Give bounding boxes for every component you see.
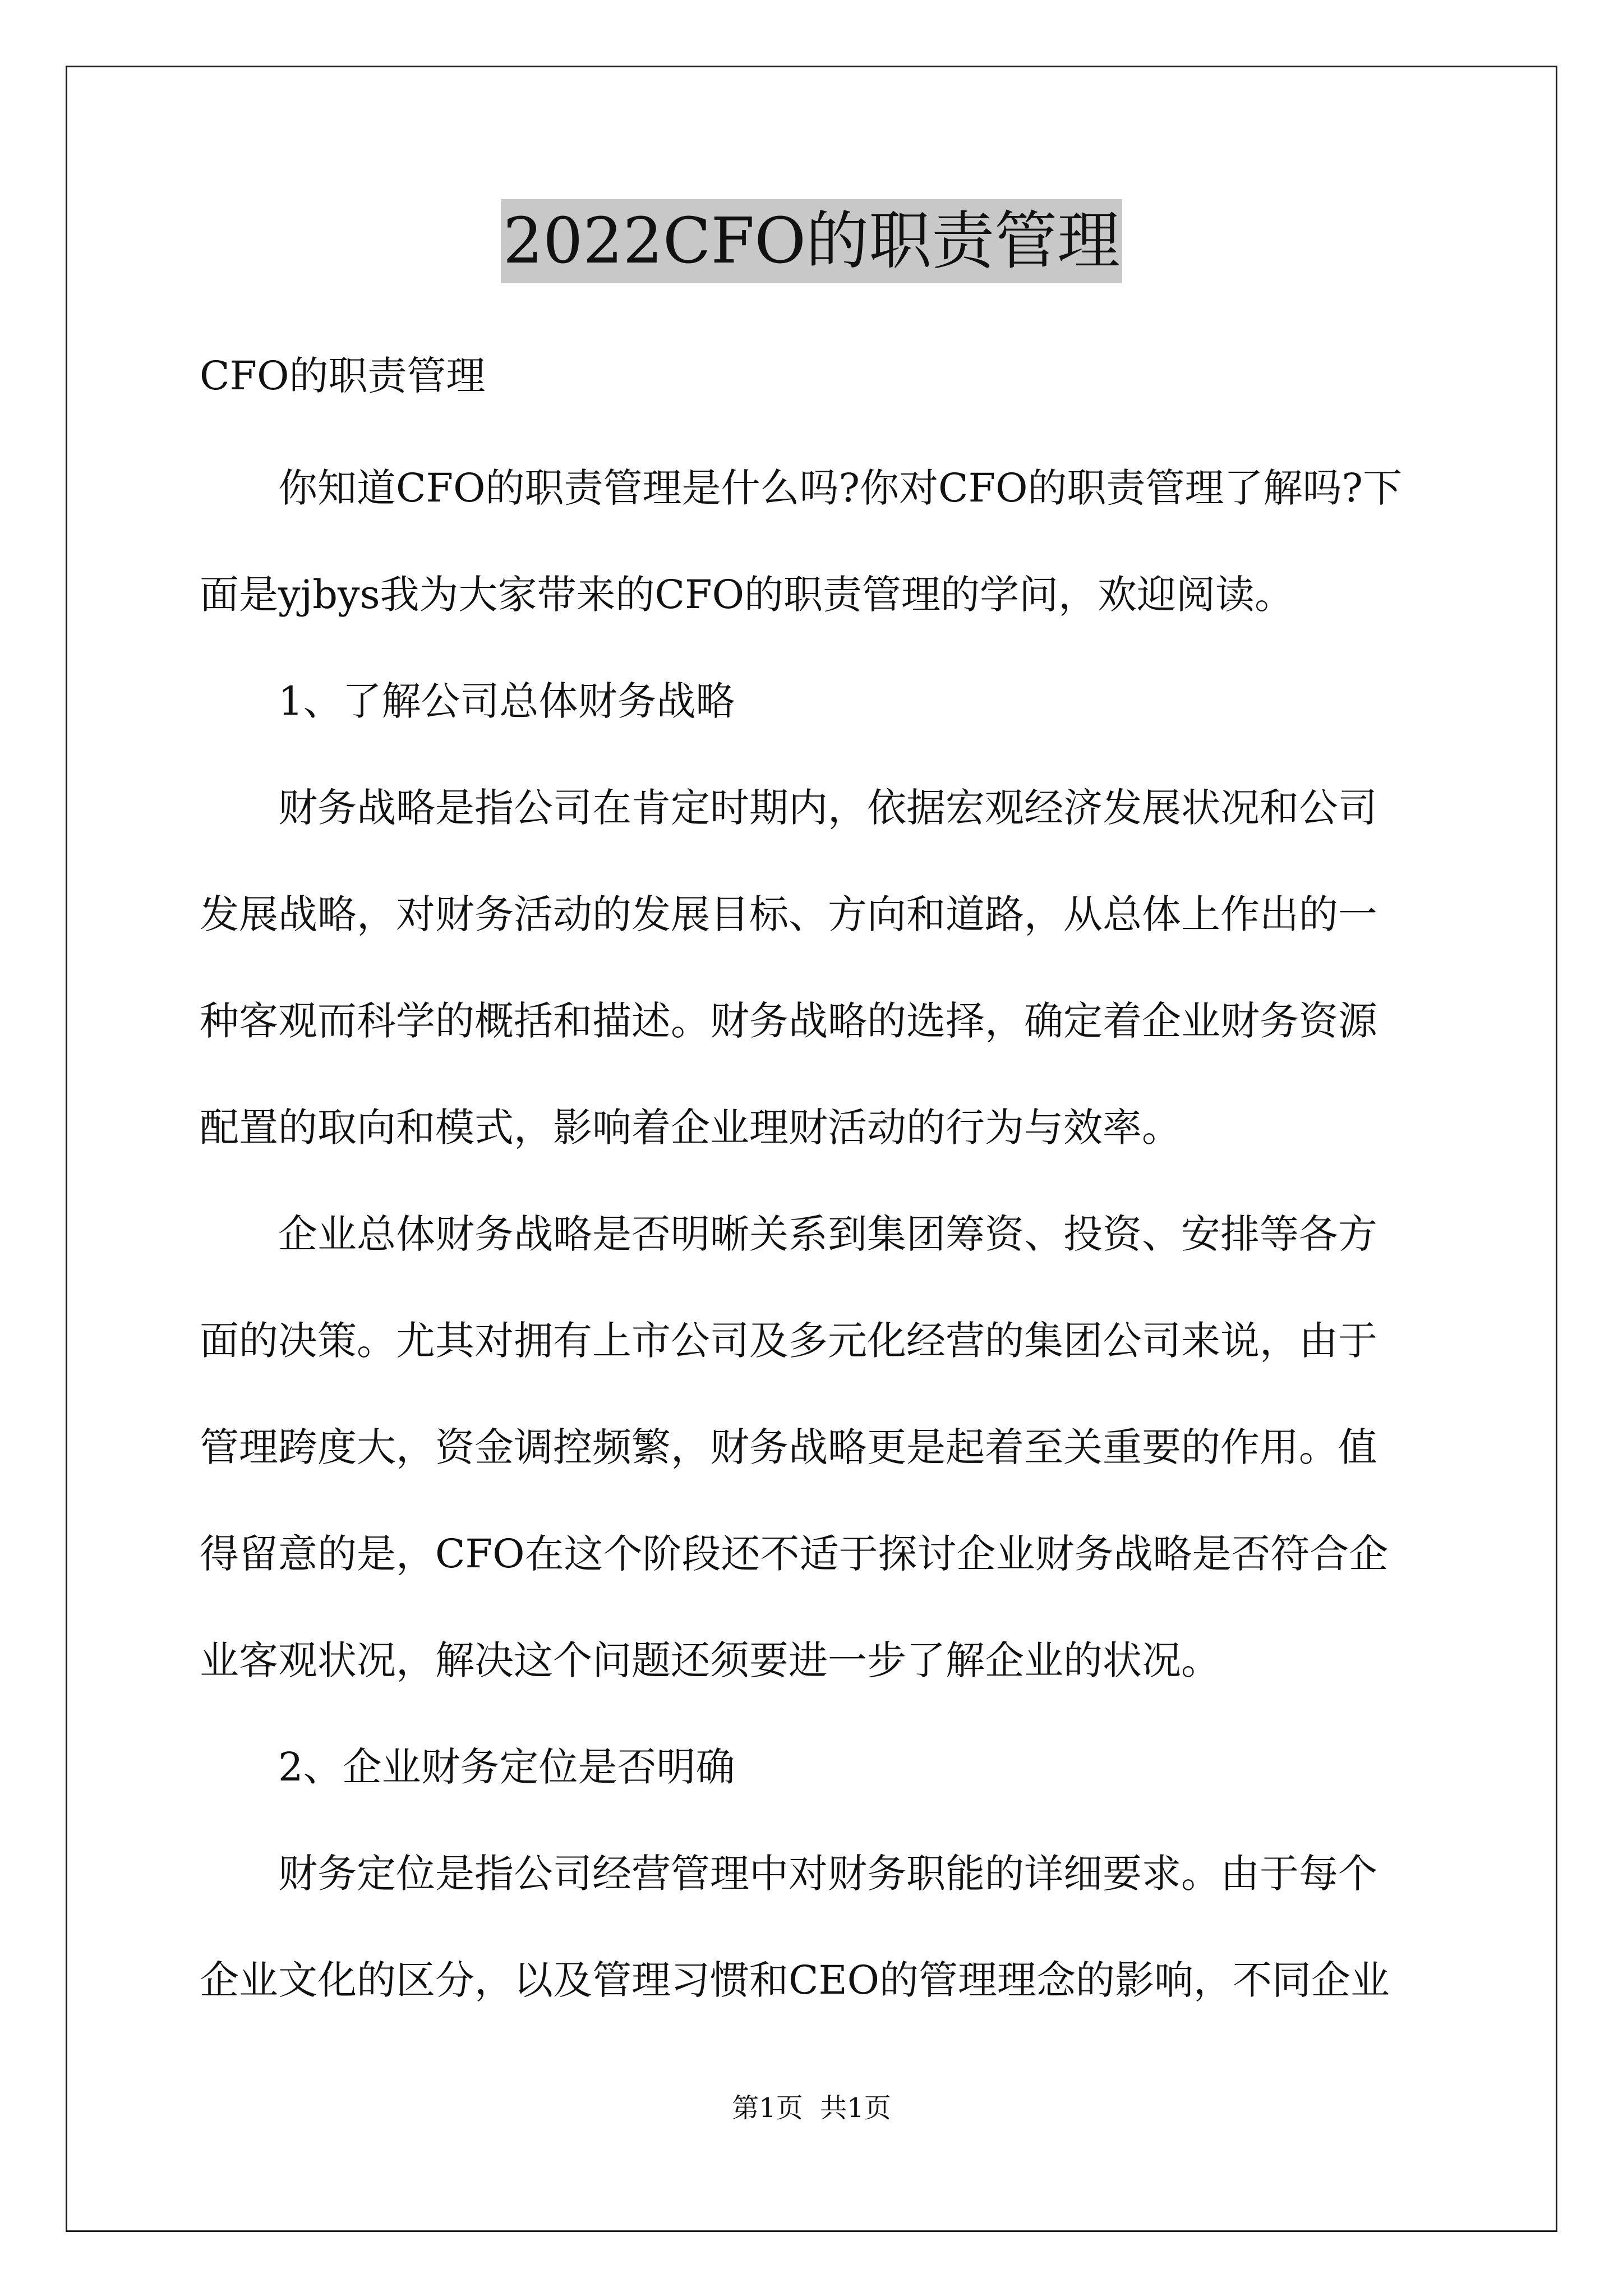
body-line: 种客观而科学的概括和描述。财务战略的选择，确定着企业财务资源 xyxy=(200,998,1377,1044)
body-line: 得留意的是，CFO在这个阶段还不适于探讨企业财务战略是否符合企 xyxy=(200,1531,1389,1577)
body-line: 发展战略，对财务活动的发展目标、方向和道路，从总体上作出的一 xyxy=(200,891,1377,937)
body-line: 你知道CFO的职责管理是什么吗?你对CFO的职责管理了解吗?下 xyxy=(278,465,1403,511)
body-line: 配置的取向和模式，影响着企业理财活动的行为与效率。 xyxy=(200,1105,1181,1151)
body-line: 业客观状况，解决这个问题还须要进一步了解企业的状况。 xyxy=(200,1637,1220,1683)
title-container xyxy=(0,199,1623,283)
body-line: 企业总体财务战略是否明晰关系到集团筹资、投资、安排等各方 xyxy=(278,1211,1377,1257)
body-line: 企业文化的区分，以及管理习惯和CEO的管理理念的影响，不同企业 xyxy=(200,1957,1390,2003)
section-heading: 2、企业财务定位是否明确 xyxy=(278,1744,735,1790)
body-line: 财务定位是指公司经营管理中对财务职能的详细要求。由于每个 xyxy=(278,1851,1377,1897)
body-line: 财务战略是指公司在肯定时期内，依据宏观经济发展状况和公司 xyxy=(278,785,1377,831)
section-heading: 1、了解公司总体财务战略 xyxy=(278,678,735,724)
body-line: 管理跨度大，资金调控频繁，财务战略更是起着至关重要的作用。值 xyxy=(200,1424,1377,1470)
document-title: 2022CFO的职责管理 xyxy=(501,199,1122,283)
body-line: 面是yjbys我为大家带来的CFO的职责管理的学问，欢迎阅读。 xyxy=(200,572,1294,618)
body-line: 面的决策。尤其对拥有上市公司及多元化经营的集团公司来说，由于 xyxy=(200,1318,1377,1364)
page-footer: 第1页 共1页 xyxy=(732,2092,891,2124)
section-heading: CFO的职责管理 xyxy=(200,353,486,399)
